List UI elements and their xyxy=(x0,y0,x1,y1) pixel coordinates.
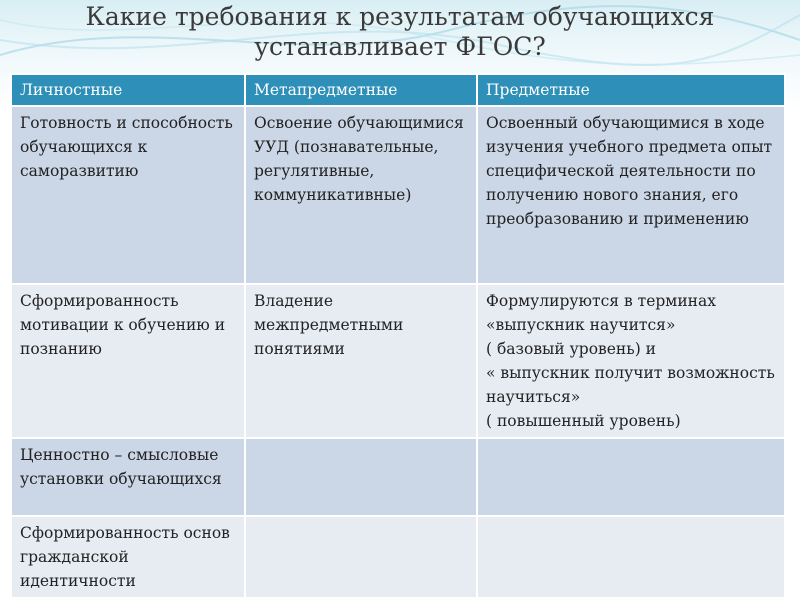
table-row xyxy=(11,284,785,438)
title-line-2: устанавливает ФГОС? xyxy=(254,32,546,61)
table-cell xyxy=(477,438,785,516)
table-cell: Освоенный обучающимися в ходе изучения учебного предмета опыт специфической деятельности по получению нового знания, его преобразованию и применению xyxy=(477,106,785,284)
slide-title xyxy=(0,2,800,62)
table-cell: Сформированность основ гражданской идентичности xyxy=(11,516,245,598)
header-personal: Личностные xyxy=(11,74,245,106)
table-cell xyxy=(245,438,477,516)
table-cell: Владение межпредметными понятиями xyxy=(245,284,477,438)
header-subject: Предметные xyxy=(477,74,785,106)
table-cell: Сформированность мотивации к обучению и познанию xyxy=(11,284,245,438)
table-cell: Ценностно – смысловые установки обучающихся xyxy=(11,438,245,516)
table-cell: Готовность и способность обучающихся к саморазвитию xyxy=(11,106,245,284)
table-header-row xyxy=(11,74,785,106)
title-line-1: Какие требования к результатам обучающихся xyxy=(85,2,715,31)
table-cell: Освоение обучающимися УУД (познавательные, регулятивные, коммуникативные) xyxy=(245,106,477,284)
table-cell xyxy=(245,516,477,598)
table-row xyxy=(11,516,785,598)
header-metasubject: Метапредметные xyxy=(245,74,477,106)
table-cell xyxy=(477,516,785,598)
table-cell: Формулируются в терминах «выпускник научится» ( базовый уровень) и « выпускник получит возможность научиться» ( повышенный уровень) xyxy=(477,284,785,438)
table-row xyxy=(11,106,785,284)
requirements-table xyxy=(10,73,786,599)
table-row xyxy=(11,438,785,516)
